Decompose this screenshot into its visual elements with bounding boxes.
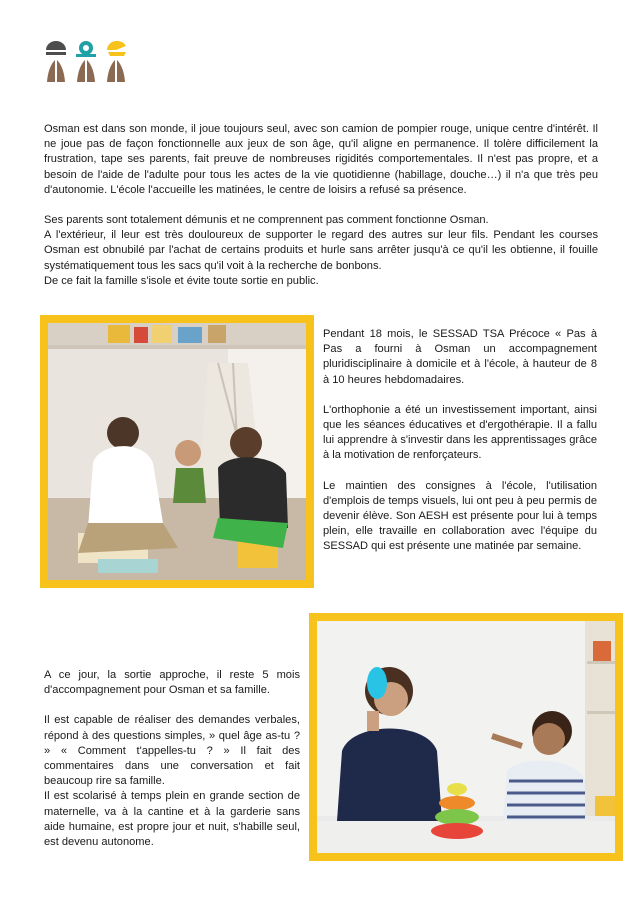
- photo-school-session: [317, 621, 615, 853]
- photo-home-session-frame: [40, 315, 314, 588]
- photo-school-session-illustration: [317, 621, 615, 853]
- intro-paragraph-4: De ce fait la famille s'isole et évite toute sortie en public.: [44, 274, 319, 287]
- sessad-text-block: [323, 327, 597, 555]
- sessad-paragraph-3: Le maintien des consignes à l'école, l'utilisation d'emplois de temps visuels, lui ont peu à peu permis de devenir élève. Son AESH est présente pour lui à temps plein, elle travaille en collaboration avec l'équipe du SESSAD qui est présente une matinée par semaine.: [323, 479, 597, 553]
- today-paragraph-3: Il est scolarisé à temps plein en grande section de maternelle, va à la cantine et à la garderie sans aide humaine, est propre jour et nuit, s'habille seul, est devenu autonome.: [44, 790, 300, 849]
- intro-text-block: [44, 122, 598, 289]
- sessad-paragraph-1: Pendant 18 mois, le SESSAD TSA Précoce « Pas à Pas a fourni à Osman un accompagnement pluridisciplinaire à domicile et à l'école, à hauteur de 8 à 10 heures hebdomadaires.: [323, 328, 597, 386]
- photo-home-session: [48, 323, 306, 580]
- logo-figure-teal: [76, 43, 96, 82]
- organization-logo: [44, 40, 128, 84]
- intro-paragraph-1: Osman est dans son monde, il joue toujours seul, avec son camion de pompier rouge, unique centre d'intérêt. Il ne joue pas de façon fonctionnelle aux jeux de son âge, qu'il aligne en permanence. Il tolère difficilement la frustration, tape ses parents, fait preuve de nombreuses rigidités comportementales. Il n'est pas propre, et a besoin de l'aide de l'adulte pour tous les actes de la vie quotidienne (habillage, douche…) il n'a que très peu d'autonomie. L'école l'accueille les matinées, le centre de loisirs a refusé sa présence.: [44, 123, 598, 196]
- intro-paragraph-3: A l'extérieur, il leur est très douloureux de supporter le regard des autres sur leur fils. Pendant les courses Osman est obnubilé par l'achat de certains produits et hurle sans arrêter jusqu'à ce qu'il les obtienne, il fouille systématiquement tous les sacs qu'il voit à la recherche de bonbons.: [44, 229, 598, 272]
- today-paragraph-2: Il est capable de réaliser des demandes verbales, répond à des questions simples, » quel âge as-tu ? » « Comment t'appelles-tu ? » Il fait des commentaires dans une conversation et fait beaucoup rire sa famille.: [44, 714, 300, 788]
- photo-school-session-frame: [309, 613, 623, 861]
- logo-figure-yellow: [107, 41, 126, 82]
- today-text-block: [44, 668, 300, 850]
- sessad-paragraph-2: L'orthophonie a été un investissement important, ainsi que les séances éducatives et d'ergothérapie. Il a fallu lui apprendre à s'investir dans les apprentissages grâce à la motivation de renforçateurs.: [323, 403, 597, 462]
- intro-paragraph-2: Ses parents sont totalement démunis et ne comprennent pas comment fonctionne Osman.: [44, 214, 489, 227]
- logo-figure-grey: [46, 41, 66, 82]
- photo-home-session-illustration: [48, 323, 306, 580]
- today-paragraph-1: A ce jour, la sortie approche, il reste 5 mois d'accompagnement pour Osman et sa famille.: [44, 669, 300, 697]
